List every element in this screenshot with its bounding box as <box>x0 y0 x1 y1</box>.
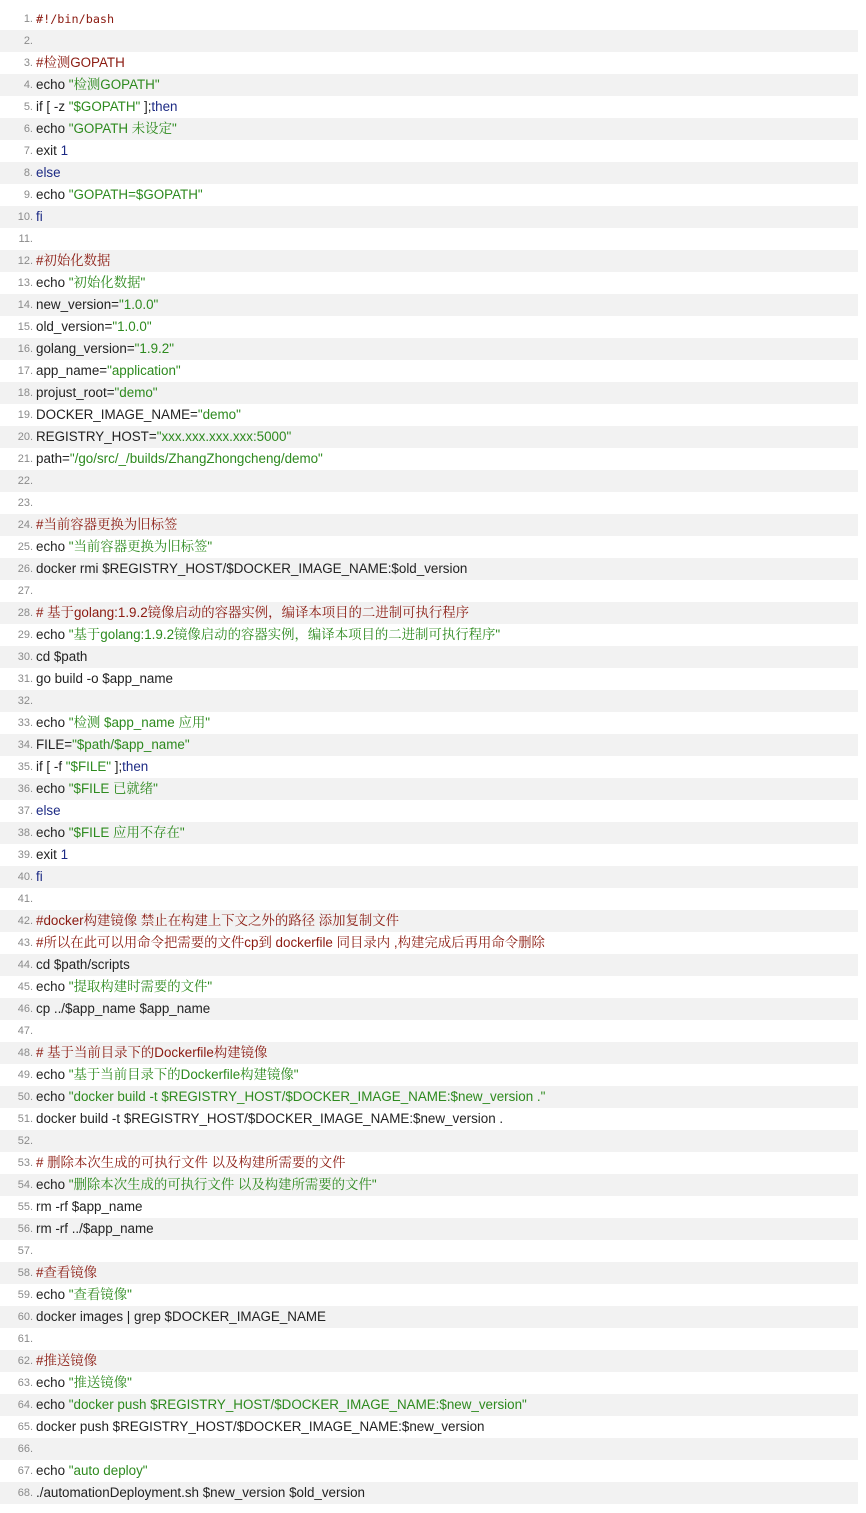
code-comment: #当前容器更换为旧标签 <box>36 517 178 532</box>
code-line <box>0 1394 858 1416</box>
line-number: 38. <box>17 827 33 839</box>
code-line <box>0 668 858 690</box>
code-keyword: else <box>36 165 61 180</box>
code-text: exit <box>36 143 61 158</box>
line-number: 41. <box>17 893 33 905</box>
code-line <box>0 1372 858 1394</box>
code-text: echo <box>36 1089 69 1104</box>
code-line <box>0 624 858 646</box>
code-string: "1.0.0" <box>112 319 152 334</box>
code-string: "$FILE 应用不存在" <box>68 825 185 840</box>
line-number: 58. <box>17 1267 33 1279</box>
code-text: docker push $REGISTRY_HOST/$DOCKER_IMAGE_NAME:$new_version <box>36 1419 485 1434</box>
code-text: docker build -t $REGISTRY_HOST/$DOCKER_IMAGE_NAME:$new_version . <box>36 1111 504 1126</box>
code-line <box>0 646 858 668</box>
code-line <box>0 162 858 184</box>
line-code <box>36 624 858 646</box>
code-line <box>0 118 858 140</box>
line-code <box>36 404 858 426</box>
code-string: "$GOPATH" <box>68 99 141 114</box>
code-line <box>0 1306 858 1328</box>
code-text: echo <box>36 187 69 202</box>
code-string: "删除本次生成的可执行文件 以及构建所需要的文件" <box>68 1177 377 1192</box>
line-code <box>36 1482 858 1504</box>
line-number: 57. <box>17 1245 33 1257</box>
line-number: 36. <box>17 783 33 795</box>
line-number: 53. <box>17 1157 33 1169</box>
code-text: ]; <box>140 99 152 114</box>
code-line <box>0 448 858 470</box>
line-code <box>36 602 858 624</box>
code-text: old_version= <box>36 319 113 334</box>
code-line <box>0 602 858 624</box>
line-code <box>36 932 858 954</box>
code-line <box>0 954 858 976</box>
line-code <box>36 426 858 448</box>
code-string: "检测GOPATH" <box>68 77 160 92</box>
line-number: 60. <box>17 1311 33 1323</box>
code-line <box>0 1108 858 1130</box>
line-code <box>36 514 858 536</box>
line-number: 31. <box>17 673 33 685</box>
code-text: if [ -f <box>36 759 66 774</box>
line-number: 9. <box>23 189 33 201</box>
line-number: 35. <box>17 761 33 773</box>
code-keyword: then <box>151 99 178 114</box>
line-number: 8. <box>23 167 33 179</box>
code-block <box>0 8 858 1504</box>
code-text: echo <box>36 1463 69 1478</box>
code-text: app_name= <box>36 363 108 378</box>
code-line <box>0 778 858 800</box>
code-line <box>0 206 858 228</box>
line-number: 16. <box>17 343 33 355</box>
line-code <box>36 316 858 338</box>
line-number: 66. <box>17 1443 33 1455</box>
line-code <box>36 206 858 228</box>
code-line <box>0 426 858 448</box>
line-number: 10. <box>17 211 33 223</box>
line-code <box>36 52 858 74</box>
code-comment: #初始化数据 <box>36 253 111 268</box>
line-code <box>36 184 858 206</box>
code-keyword: else <box>36 803 61 818</box>
line-code <box>36 536 858 558</box>
line-code <box>36 1152 858 1174</box>
code-line <box>0 1438 858 1460</box>
code-line <box>0 1218 858 1240</box>
line-code <box>36 250 858 272</box>
code-text: rm -rf $app_name <box>36 1199 143 1214</box>
line-number: 46. <box>17 1003 33 1015</box>
code-text: echo <box>36 1375 69 1390</box>
line-code <box>36 998 858 1020</box>
code-line <box>0 74 858 96</box>
code-text: echo <box>36 1397 69 1412</box>
code-line <box>0 30 858 52</box>
code-line <box>0 976 858 998</box>
line-number: 54. <box>17 1179 33 1191</box>
line-number: 25. <box>17 541 33 553</box>
code-keyword: 1 <box>60 847 69 862</box>
code-line <box>0 910 858 932</box>
line-number: 17. <box>17 365 33 377</box>
line-number: 1. <box>23 13 33 25</box>
code-string: "xxx.xxx.xxx.xxx:5000" <box>156 429 292 444</box>
line-code <box>36 140 858 162</box>
code-string: "1.0.0" <box>119 297 159 312</box>
line-code <box>36 1306 858 1328</box>
line-number: 6. <box>23 123 33 135</box>
code-comment: #查看镜像 <box>36 1265 98 1280</box>
code-line <box>0 184 858 206</box>
line-number: 18. <box>17 387 33 399</box>
code-text: echo <box>36 275 69 290</box>
code-text: REGISTRY_HOST= <box>36 429 157 444</box>
code-string: "demo" <box>197 407 241 422</box>
code-line <box>0 140 858 162</box>
line-code <box>36 1108 858 1130</box>
line-number: 3. <box>23 57 33 69</box>
line-number: 23. <box>17 497 33 509</box>
line-code <box>36 1174 858 1196</box>
code-keyword: fi <box>36 869 43 884</box>
line-code <box>36 272 858 294</box>
code-line <box>0 316 858 338</box>
code-line <box>0 338 858 360</box>
code-line <box>0 492 858 514</box>
code-text: cp ../$app_name $app_name <box>36 1001 211 1016</box>
line-code <box>36 668 858 690</box>
code-string: "基于当前目录下的Dockerfile构建镜像" <box>68 1067 299 1082</box>
code-text: go build -o $app_name <box>36 671 173 686</box>
code-string: "auto deploy" <box>68 1463 148 1478</box>
code-string: "查看镜像" <box>68 1287 132 1302</box>
code-text: echo <box>36 627 69 642</box>
code-line <box>0 8 858 30</box>
line-number: 43. <box>17 937 33 949</box>
line-number: 49. <box>17 1069 33 1081</box>
line-code <box>36 844 858 866</box>
line-number: 64. <box>17 1399 33 1411</box>
code-string: "docker build -t $REGISTRY_HOST/$DOCKER_IMAGE_NAME:$new_version ." <box>68 1089 546 1104</box>
line-number: 14. <box>17 299 33 311</box>
code-string: "$FILE 已就绪" <box>68 781 158 796</box>
code-text: path= <box>36 451 70 466</box>
line-number: 42. <box>17 915 33 927</box>
code-text: cd $path <box>36 649 88 664</box>
line-code <box>36 976 858 998</box>
code-comment: #检测GOPATH <box>36 55 125 70</box>
code-string: "$path/$app_name" <box>72 737 190 752</box>
code-line <box>0 1086 858 1108</box>
line-number: 28. <box>17 607 33 619</box>
line-code <box>36 756 858 778</box>
code-line <box>0 888 858 910</box>
code-text: FILE= <box>36 737 73 752</box>
code-line <box>0 536 858 558</box>
code-line <box>0 514 858 536</box>
code-line <box>0 932 858 954</box>
line-code <box>36 866 858 888</box>
line-code <box>36 1416 858 1438</box>
line-code <box>36 96 858 118</box>
line-number: 62. <box>17 1355 33 1367</box>
code-comment: #!/bin/bash <box>36 12 115 26</box>
code-line <box>0 250 858 272</box>
line-number: 45. <box>17 981 33 993</box>
code-line <box>0 404 858 426</box>
code-string: "初始化数据" <box>68 275 146 290</box>
line-code <box>36 1262 858 1284</box>
line-number: 52. <box>17 1135 33 1147</box>
code-line <box>0 712 858 734</box>
line-number: 30. <box>17 651 33 663</box>
code-line <box>0 1482 858 1504</box>
line-code <box>36 448 858 470</box>
code-text: exit <box>36 847 61 862</box>
line-number: 51. <box>17 1113 33 1125</box>
code-text: if [ -z <box>36 99 69 114</box>
code-string: "/go/src/_/builds/ZhangZhongcheng/demo" <box>69 451 323 466</box>
line-code <box>36 778 858 800</box>
line-number: 4. <box>23 79 33 91</box>
code-keyword: fi <box>36 209 43 224</box>
code-text: echo <box>36 825 69 840</box>
line-number: 32. <box>17 695 33 707</box>
code-keyword: 1 <box>60 143 69 158</box>
line-number: 59. <box>17 1289 33 1301</box>
line-code <box>36 118 858 140</box>
line-number: 26. <box>17 563 33 575</box>
code-comment: # 基于golang:1.9.2镜像启动的容器实例，编译本项目的二进制可执行程序 <box>36 605 470 620</box>
code-text: docker images | grep $DOCKER_IMAGE_NAME <box>36 1309 326 1324</box>
code-line <box>0 844 858 866</box>
line-code <box>36 1218 858 1240</box>
code-line <box>0 822 858 844</box>
code-comment: # 基于当前目录下的Dockerfile构建镜像 <box>36 1045 268 1060</box>
line-number: 2. <box>23 35 33 47</box>
code-line <box>0 1262 858 1284</box>
line-number: 22. <box>17 475 33 487</box>
code-text: echo <box>36 77 69 92</box>
code-text: echo <box>36 979 69 994</box>
code-comment: #docker构建镜像 禁止在构建上下文之外的路径 添加复制文件 <box>36 913 400 928</box>
code-line <box>0 1284 858 1306</box>
line-code <box>36 954 858 976</box>
line-number: 65. <box>17 1421 33 1433</box>
line-number: 40. <box>17 871 33 883</box>
line-code <box>36 1196 858 1218</box>
line-number: 47. <box>17 1025 33 1037</box>
code-string: "基于golang:1.9.2镜像启动的容器实例，编译本项目的二进制可执行程序" <box>68 627 501 642</box>
code-string: "检测 $app_name 应用" <box>68 715 211 730</box>
line-code <box>36 822 858 844</box>
code-string: "提取构建时需要的文件" <box>68 979 213 994</box>
line-code <box>36 800 858 822</box>
code-string: "application" <box>107 363 181 378</box>
code-line <box>0 470 858 492</box>
code-text: projust_root= <box>36 385 115 400</box>
line-code <box>36 8 858 30</box>
code-text: echo <box>36 539 69 554</box>
code-line <box>0 1152 858 1174</box>
code-string: "GOPATH=$GOPATH" <box>68 187 203 202</box>
line-number: 50. <box>17 1091 33 1103</box>
line-number: 29. <box>17 629 33 641</box>
code-comment: #所以在此可以用命令把需要的文件cp到 dockerfile 同目录内 ,构建完成后再用命令删除 <box>36 935 545 950</box>
code-string: "1.9.2" <box>134 341 174 356</box>
line-number: 37. <box>17 805 33 817</box>
line-number: 19. <box>17 409 33 421</box>
code-text: new_version= <box>36 297 119 312</box>
line-code <box>36 712 858 734</box>
line-code <box>36 734 858 756</box>
code-text: golang_version= <box>36 341 135 356</box>
line-number: 55. <box>17 1201 33 1213</box>
code-text: echo <box>36 781 69 796</box>
code-text: echo <box>36 1177 69 1192</box>
line-code <box>36 1394 858 1416</box>
line-number: 67. <box>17 1465 33 1477</box>
code-line <box>0 1130 858 1152</box>
code-text: echo <box>36 121 69 136</box>
line-code <box>36 646 858 668</box>
line-code <box>36 294 858 316</box>
code-line <box>0 756 858 778</box>
line-number: 15. <box>17 321 33 333</box>
code-line <box>0 866 858 888</box>
line-code <box>36 558 858 580</box>
code-text: rm -rf ../$app_name <box>36 1221 154 1236</box>
line-number: 24. <box>17 519 33 531</box>
code-line <box>0 580 858 602</box>
code-line <box>0 1240 858 1262</box>
code-line <box>0 1460 858 1482</box>
code-line <box>0 1042 858 1064</box>
line-number: 20. <box>17 431 33 443</box>
line-number: 5. <box>23 101 33 113</box>
code-text: ./automationDeployment.sh $new_version $old_version <box>36 1485 366 1500</box>
code-string: "推送镜像" <box>68 1375 132 1390</box>
code-line <box>0 360 858 382</box>
code-line <box>0 272 858 294</box>
line-number: 7. <box>23 145 33 157</box>
line-code <box>36 360 858 382</box>
line-code <box>36 1284 858 1306</box>
code-string: "demo" <box>114 385 158 400</box>
code-text: echo <box>36 1287 69 1302</box>
code-line <box>0 96 858 118</box>
line-number: 48. <box>17 1047 33 1059</box>
code-line <box>0 52 858 74</box>
code-line <box>0 1350 858 1372</box>
code-line <box>0 998 858 1020</box>
code-text: ]; <box>111 759 123 774</box>
code-line <box>0 690 858 712</box>
code-comment: # 删除本次生成的可执行文件 以及构建所需要的文件 <box>36 1155 346 1170</box>
code-text: echo <box>36 715 69 730</box>
line-number: 12. <box>17 255 33 267</box>
code-text: DOCKER_IMAGE_NAME= <box>36 407 198 422</box>
line-code <box>36 1042 858 1064</box>
code-line <box>0 1064 858 1086</box>
line-number: 63. <box>17 1377 33 1389</box>
code-line <box>0 228 858 250</box>
line-number: 33. <box>17 717 33 729</box>
code-line <box>0 558 858 580</box>
line-number: 11. <box>18 233 33 245</box>
code-keyword: then <box>122 759 149 774</box>
code-line <box>0 1196 858 1218</box>
line-number: 56. <box>17 1223 33 1235</box>
line-number: 13. <box>17 277 33 289</box>
code-line <box>0 734 858 756</box>
line-code <box>36 162 858 184</box>
line-code <box>36 1460 858 1482</box>
line-code <box>36 910 858 932</box>
code-text: echo <box>36 1067 69 1082</box>
code-line <box>0 1020 858 1042</box>
code-line <box>0 382 858 404</box>
line-code <box>36 74 858 96</box>
line-number: 34. <box>17 739 33 751</box>
code-text: cd $path/scripts <box>36 957 130 972</box>
code-line <box>0 294 858 316</box>
line-number: 39. <box>17 849 33 861</box>
code-comment: #推送镜像 <box>36 1353 98 1368</box>
code-line <box>0 800 858 822</box>
line-code <box>36 1064 858 1086</box>
code-string: "$FILE" <box>65 759 111 774</box>
code-text: docker rmi $REGISTRY_HOST/$DOCKER_IMAGE_NAME:$old_version <box>36 561 468 576</box>
line-number: 61. <box>17 1333 33 1345</box>
code-string: "GOPATH 未设定" <box>68 121 177 136</box>
line-code <box>36 338 858 360</box>
code-string: "docker push $REGISTRY_HOST/$DOCKER_IMAGE_NAME:$new_version" <box>68 1397 527 1412</box>
code-line <box>0 1174 858 1196</box>
line-code <box>36 1086 858 1108</box>
code-string: "当前容器更换为旧标签" <box>68 539 213 554</box>
line-code <box>36 1372 858 1394</box>
code-line <box>0 1416 858 1438</box>
line-number: 27. <box>17 585 33 597</box>
line-code <box>36 382 858 404</box>
line-number: 68. <box>17 1487 33 1499</box>
line-number: 21. <box>17 453 33 465</box>
code-line <box>0 1328 858 1350</box>
line-number: 44. <box>17 959 33 971</box>
line-code <box>36 1350 858 1372</box>
